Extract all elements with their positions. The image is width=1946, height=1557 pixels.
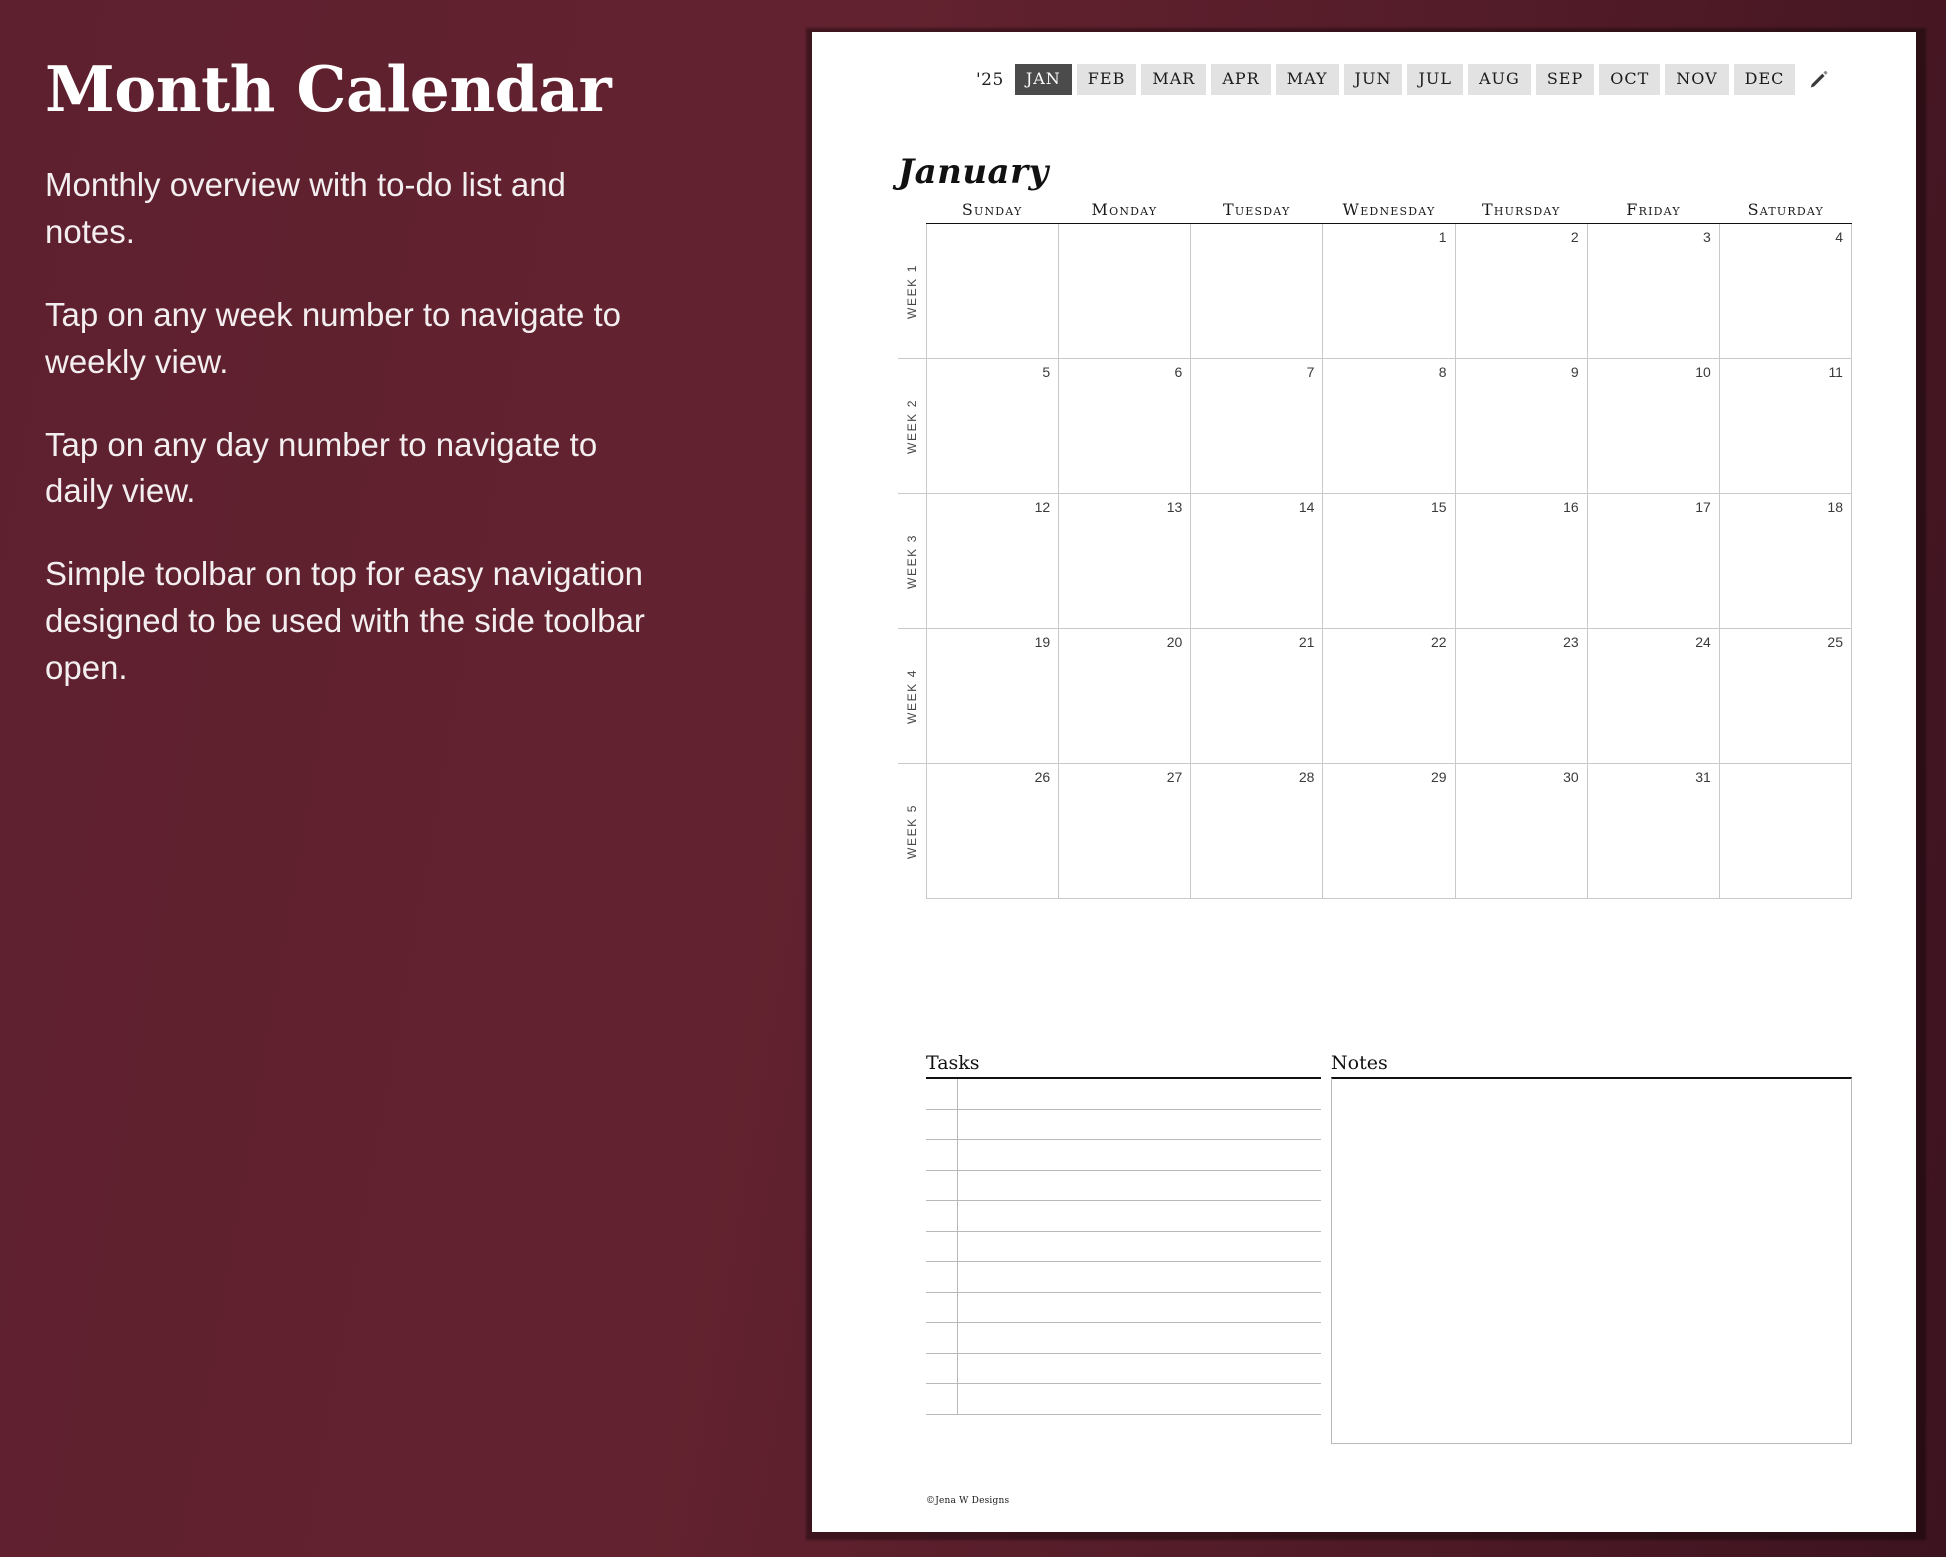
tasks-panel [926, 1052, 1321, 1444]
day-number[interactable]: 13 [1166, 499, 1183, 515]
notes-panel [1331, 1052, 1852, 1444]
day-number[interactable]: 17 [1695, 499, 1711, 515]
calendar-grid [898, 200, 1852, 899]
tab-month-aug[interactable]: AUG [1468, 64, 1531, 95]
tasks-list[interactable] [926, 1077, 1321, 1415]
task-text[interactable] [958, 1201, 1321, 1231]
week-number-2[interactable] [898, 359, 926, 494]
day-number[interactable]: 18 [1827, 499, 1843, 515]
promo-paragraph-2: Tap on any week number to navigate to weekly view. [45, 295, 622, 380]
day-number[interactable]: 14 [1298, 499, 1315, 515]
task-checkbox[interactable] [926, 1323, 958, 1353]
day-cell[interactable] [1720, 629, 1852, 764]
day-cell[interactable] [1720, 224, 1852, 359]
weekday-friday: Friday [1626, 200, 1681, 219]
day-cell[interactable] [1588, 224, 1720, 359]
day-cell[interactable] [927, 494, 1059, 629]
task-checkbox[interactable] [926, 1171, 958, 1201]
list-item[interactable] [926, 1323, 1321, 1354]
week-number-4-label: WEEK 4 [905, 668, 919, 724]
day-number[interactable]: 23 [1563, 634, 1579, 650]
promo-panel [0, 0, 810, 1557]
task-text[interactable] [958, 1384, 1321, 1414]
list-item[interactable] [926, 1354, 1321, 1385]
tab-month-jul[interactable]: JUL [1407, 64, 1463, 95]
task-text[interactable] [958, 1110, 1321, 1140]
day-cell[interactable] [1059, 629, 1191, 764]
promo-paragraph-3: Tap on any day number to navigate to daily view. [45, 425, 598, 510]
day-number[interactable]: 9 [1570, 364, 1579, 380]
list-item[interactable] [926, 1079, 1321, 1110]
day-cell[interactable] [1588, 764, 1720, 899]
day-cell[interactable] [927, 629, 1059, 764]
day-number[interactable]: 11 [1828, 364, 1843, 380]
day-cell[interactable] [1456, 629, 1588, 764]
day-number[interactable]: 7 [1306, 364, 1315, 380]
week-row [898, 359, 1852, 494]
day-cell[interactable] [1456, 494, 1588, 629]
day-cell[interactable] [1059, 494, 1191, 629]
copyright-text: ©Jena W Designs [926, 1496, 1010, 1506]
week-row [898, 494, 1852, 629]
week-number-5-label: WEEK 5 [905, 804, 919, 859]
list-item[interactable] [926, 1384, 1321, 1415]
week-number-3[interactable] [898, 494, 926, 629]
task-checkbox[interactable] [926, 1140, 958, 1170]
day-cell[interactable] [1323, 494, 1455, 629]
day-cell[interactable] [1323, 629, 1455, 764]
task-text[interactable] [958, 1232, 1321, 1262]
week-number-1[interactable] [898, 224, 926, 359]
day-number[interactable]: 24 [1695, 634, 1711, 650]
task-text[interactable] [958, 1140, 1321, 1170]
notes-area[interactable] [1331, 1077, 1852, 1444]
weekday-header-row [926, 200, 1852, 224]
tab-month-oct[interactable]: OCT [1599, 64, 1660, 95]
day-number[interactable]: 6 [1174, 364, 1183, 380]
week-number-2-label: WEEK 2 [905, 398, 919, 454]
weekday-sunday: Sunday [961, 200, 1023, 219]
day-cell[interactable] [1059, 224, 1191, 359]
week-number-5[interactable] [898, 764, 926, 899]
day-number[interactable]: 5 [1042, 364, 1051, 380]
day-number[interactable]: 2 [1570, 229, 1579, 245]
pen-icon[interactable] [1804, 66, 1834, 94]
day-number[interactable]: 27 [1166, 769, 1183, 785]
tab-month-apr[interactable]: APR [1211, 64, 1270, 95]
day-number[interactable]: 12 [1034, 499, 1051, 515]
week-5-cells [926, 764, 1852, 899]
day-cell[interactable] [1456, 764, 1588, 899]
weekday-thursday: Thursday [1481, 200, 1561, 219]
week-2-cells [926, 359, 1852, 494]
day-number[interactable]: 20 [1166, 634, 1183, 650]
week-row [898, 764, 1852, 899]
day-number[interactable]: 16 [1563, 499, 1579, 515]
day-cell[interactable] [1191, 629, 1323, 764]
day-cell[interactable] [1191, 494, 1323, 629]
promo-paragraph-1: Monthly overview with to-do list and notes. [45, 166, 566, 250]
task-text[interactable] [958, 1262, 1321, 1292]
day-number[interactable]: 1 [1438, 229, 1447, 245]
tab-month-jun[interactable]: JUN [1344, 64, 1403, 95]
day-cell[interactable] [1191, 224, 1323, 359]
tab-month-dec[interactable]: DEC [1734, 64, 1796, 95]
task-text[interactable] [958, 1354, 1321, 1384]
planner-document [812, 32, 1916, 1532]
day-number[interactable]: 10 [1695, 364, 1711, 380]
list-item[interactable] [926, 1262, 1321, 1293]
day-cell[interactable] [1191, 359, 1323, 494]
tab-month-feb[interactable]: FEB [1077, 64, 1137, 95]
toolbar-year-label: '25 [976, 69, 1004, 90]
day-cell[interactable] [1323, 359, 1455, 494]
promo-paragraph-4: Simple toolbar on top for easy navigation designed to be used with the side toolbar open. [45, 555, 645, 687]
day-number[interactable]: 3 [1703, 229, 1711, 245]
task-text[interactable] [958, 1293, 1321, 1323]
day-number[interactable]: 21 [1298, 634, 1315, 650]
list-item[interactable] [926, 1232, 1321, 1263]
day-number[interactable]: 30 [1563, 769, 1579, 785]
day-cell[interactable] [1588, 494, 1720, 629]
week-row [898, 224, 1852, 359]
tab-month-mar[interactable]: MAR [1141, 64, 1206, 95]
task-text[interactable] [958, 1323, 1321, 1353]
day-number[interactable]: 22 [1430, 634, 1447, 650]
day-cell[interactable] [1588, 359, 1720, 494]
task-checkbox[interactable] [926, 1232, 958, 1262]
list-item[interactable] [926, 1140, 1321, 1171]
day-cell[interactable] [1059, 764, 1191, 899]
day-number[interactable]: 26 [1034, 769, 1051, 785]
day-cell[interactable] [927, 359, 1059, 494]
task-checkbox[interactable] [926, 1384, 958, 1414]
weekday-wednesday: Wednesday [1342, 200, 1436, 219]
task-checkbox[interactable] [926, 1201, 958, 1231]
tab-month-jan[interactable]: JAN [1015, 64, 1072, 95]
week-number-4[interactable] [898, 629, 926, 764]
day-number[interactable]: 4 [1835, 229, 1843, 245]
day-cell[interactable] [1323, 764, 1455, 899]
tab-month-nov[interactable]: NOV [1665, 64, 1728, 95]
day-cell[interactable] [1456, 359, 1588, 494]
week-3-cells [926, 494, 1852, 629]
tasks-label: Tasks [926, 1052, 980, 1074]
week-number-3-label: WEEK 3 [905, 533, 919, 589]
day-cell[interactable] [1191, 764, 1323, 899]
day-cell[interactable] [1720, 764, 1852, 899]
day-cell[interactable] [927, 224, 1059, 359]
bottom-section [926, 1052, 1852, 1444]
page-title: Month Calendar [45, 52, 612, 126]
day-number[interactable]: 31 [1695, 769, 1711, 785]
day-number[interactable]: 8 [1438, 364, 1447, 380]
day-cell[interactable] [1456, 224, 1588, 359]
day-cell[interactable] [1720, 494, 1852, 629]
weekday-tuesday: Tuesday [1222, 200, 1291, 219]
day-number[interactable]: 15 [1430, 499, 1447, 515]
task-checkbox[interactable] [926, 1079, 958, 1109]
day-number[interactable]: 25 [1827, 634, 1843, 650]
task-checkbox[interactable] [926, 1293, 958, 1323]
day-cell[interactable] [1323, 224, 1455, 359]
list-item[interactable] [926, 1171, 1321, 1202]
weekday-saturday: Saturday [1747, 200, 1825, 219]
week-row [898, 629, 1852, 764]
week-4-cells [926, 629, 1852, 764]
tab-month-may[interactable]: MAY [1276, 64, 1339, 95]
week-1-cells [926, 224, 1852, 359]
month-title: January [898, 152, 1049, 192]
day-cell[interactable] [1588, 629, 1720, 764]
day-cell[interactable] [1059, 359, 1191, 494]
task-checkbox[interactable] [926, 1354, 958, 1384]
day-number[interactable]: 29 [1430, 769, 1447, 785]
day-number[interactable]: 28 [1298, 769, 1315, 785]
task-checkbox[interactable] [926, 1110, 958, 1140]
day-number[interactable]: 19 [1034, 634, 1051, 650]
task-text[interactable] [958, 1171, 1321, 1201]
task-checkbox[interactable] [926, 1262, 958, 1292]
tab-month-sep[interactable]: SEP [1536, 64, 1594, 95]
week-number-1-label: WEEK 1 [905, 263, 919, 319]
calendar-weeks [898, 224, 1852, 899]
month-toolbar[interactable] [974, 64, 1834, 95]
list-item[interactable] [926, 1201, 1321, 1232]
notes-label: Notes [1331, 1052, 1388, 1074]
task-text[interactable] [958, 1079, 1321, 1109]
weekday-monday: Monday [1091, 200, 1158, 219]
day-cell[interactable] [1720, 359, 1852, 494]
list-item[interactable] [926, 1293, 1321, 1324]
list-item[interactable] [926, 1110, 1321, 1141]
day-cell[interactable] [927, 764, 1059, 899]
